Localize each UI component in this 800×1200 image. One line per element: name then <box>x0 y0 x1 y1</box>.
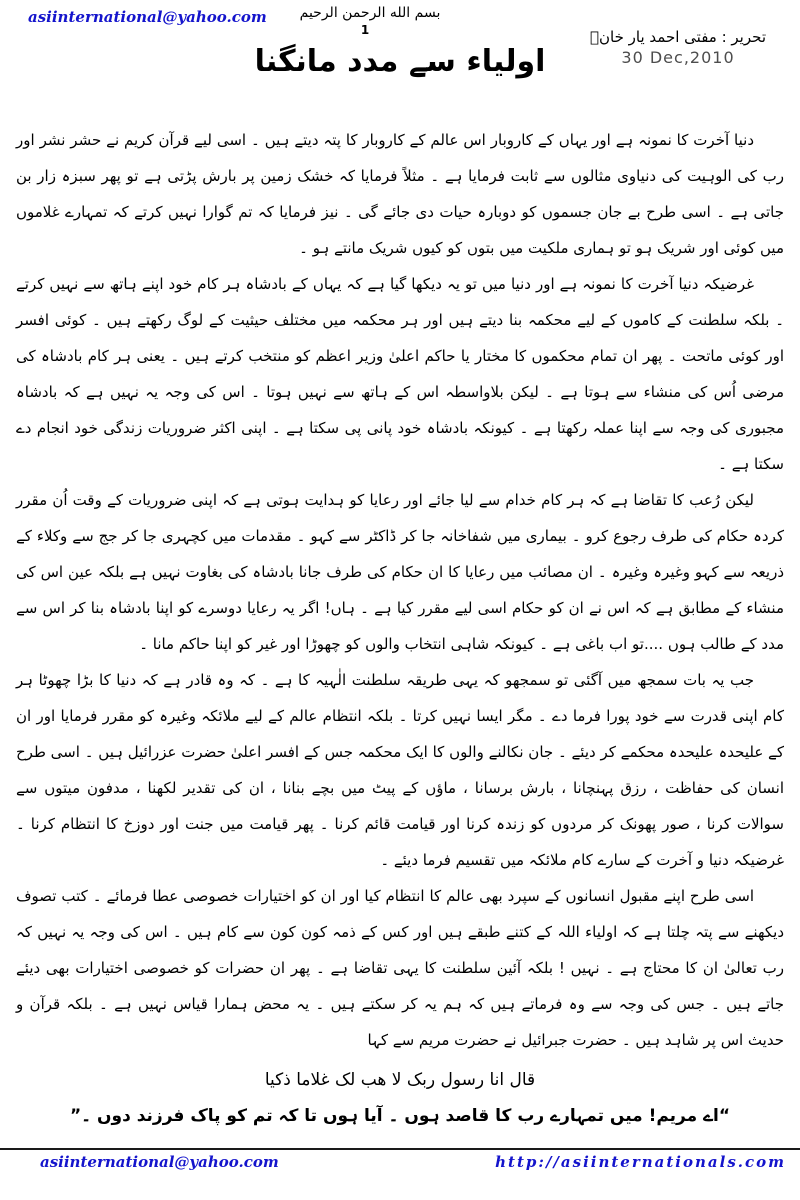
page-number: 1 <box>360 23 370 37</box>
arabic-quote: قال انا رسول ربک لا ھب لک غلاما ذکیا <box>264 1070 536 1090</box>
footer-website-link[interactable]: http://asiinternationals.com <box>495 1153 786 1171</box>
footer <box>0 1148 800 1171</box>
footer-email-link[interactable]: asiinternational@yahoo.com <box>40 1153 279 1171</box>
paragraph-1: دنیا آخرت کا نمونہ ہے اور یہاں کے کاروبار اس عالم کے کاروبار کا پتہ دیتے ہیں ۔ اسی لیے قرآن کریم نے حشر نشر اور رب کی الوہیت کی دنیاوی مثالوں سے ثابت فرمایا ہے ۔ مثلاً فرمایا کہ خشک زمین پر بارش پڑتی ہے تو پھر سبزہ زار بن جاتی ہے ۔ اسی طرح بے جان جسموں کو دوبارہ حیات دی جائے گی ۔ نیز فرمایا کہ تم گوارا نہیں کرتے کہ تمہارے غلاموں میں کوئی اور شریک ہو تو ہماری ملکیت میں بتوں کو کیوں شریک مانتے ہو ۔ <box>16 131 784 257</box>
paragraph-5: اسی طرح اپنے مقبول انسانوں کے سپرد بھی عالم کا انتظام کیا اور ان کو اختیارات خصوصی عطا فرمائے ۔ کتب تصوف دیکھنے سے پتہ چلتا ہے کہ اولیاء اللہ کے کتنے طبقے ہیں اور کس کے ذمہ کون کون سے کام ہیں ۔ اس کی وجہ یہ نہیں کہ رب تعالیٰ ان کا محتاج ہے ۔ نہیں ! بلکہ آئین سلطنت کا یہی تقاضا ہے ۔ پھر ان حضرات کو خصوصی اختیارات بھی دیئے جاتے ہیں ۔ جس کی وجہ سے وہ فرماتے ہیں کہ ہم یہ کر سکتے ہیں ۔ یہ محض ہمارا قیاس نہیں ہے ۔ بلکہ قرآن و حدیث اس پر شاہد ہیں ۔ حضرت جبرائیل نے حضرت مریم سے کہا <box>16 887 784 1049</box>
urdu-translation-quote: “اے مریم! میں تمہارے رب کا قاصد ہوں ۔ آیا ہوں تا کہ تم کو پاک فرزند دوں ۔” <box>69 1106 731 1126</box>
page-title: اولیاء سے مدد مانگنا <box>254 44 546 79</box>
article-body <box>16 122 784 1134</box>
paragraph-4: جب یہ بات سمجھ میں آگئی تو سمجھو کہ یہی طریقہ سلطنت الٰہیہ کا ہے ۔ کہ وہ قادر ہے کہ دنیا کا بڑا چھوٹا ہر کام اپنی قدرت سے خود پورا فرما دے ۔ مگر ایسا نہیں کرتا ۔ بلکہ انتظام عالم کے لیے ملائکہ وغیرہ کو مقرر فرمایا اور ان کے علیحدہ علیحدہ محکمے کر دیئے ۔ جان نکالنے والوں کا ایک محکمہ جس کے افسر اعلیٰ حضرت عزرائیل ہیں ۔ اسی طرح انسان کی حفاظت ، رزق پہنچانا ، بارش برسانا ، ماؤں کے پیٹ میں بچے بنانا ، ان کی تقدیر لکھنا ، مدفون میتوں سے سوالات کرنا ، صور پھونک کر مردوں کو زندہ کرنا اور قیامت قائم کرنا ۔ پھر قیامت میں جنت اور دوزخ کا انتظام کرنا ۔ غرضیکہ دنیا و آخرت کے سارے کام ملائکہ میں تقسیم فرما دیئے ۔ <box>16 671 784 869</box>
header-email-link[interactable]: asiinternational@yahoo.com <box>28 8 267 26</box>
bismillah-text: بسم الله الرحمن الرحيم <box>299 5 441 21</box>
paragraph-2: غرضیکہ دنیا آخرت کا نمونہ ہے اور دنیا میں تو یہ دیکھا گیا ہے کہ یہاں کے بادشاہ ہر کام خود اپنے ہاتھ سے نہیں کرتے ۔ بلکہ سلطنت کے کاموں کے لیے محکمہ بنا دیتے ہیں اور ہر محکمہ میں مختلف حیثیت کے لوگ رکھتے ہیں ۔ کوئی افسر اور کوئی ماتحت ۔ پھر ان تمام محکموں کا مختار یا حاکم اعلیٰ وزیر اعظم کو منتخب کرتے ہیں ۔ یعنی ہر کام بادشاہ کی مرضی اُس کی منشاء سے ہوتا ہے ۔ لیکن بلاواسطہ اس کے ہاتھ سے نہیں ہوتا ۔ اس کی وجہ یہ نہیں ہے کہ بادشاہ مجبوری کی وجہ سے اپنا عملہ رکھتا ہے ۔ کیونکہ بادشاہ خود پانی پی سکتا ہے ۔ اپنی اکثر ضروریات زندگی خود انجام دے سکتا ہے ۔ <box>16 275 784 473</box>
author-name: تحریر : مفتی احمد یار خانؒ <box>590 28 766 46</box>
paragraph-3: لیکن رُعب کا تقاضا ہے کہ ہر کام خدام سے لیا جائے اور رعایا کو ہدایت ہوتی ہے کہ اپنی ضروریات کے وقت اُن مقرر کردہ حکام کی طرف رجوع کرو ۔ بیماری میں شفاخانہ جا کر ڈاکٹر سے کہو ۔ مقدمات میں کچہری جا کر جج سے وکلاء کے ذریعہ سے کہو وغیرہ وغیرہ ۔ ان مصائب میں رعایا کا ان حکام کی طرف جانا بادشاہ کی بغاوت نہیں ہے بلکہ عین اس کی منشاء کے مطابق ہے کہ اس نے ان کو حکام اسی لیے مقرر کیا ہے ۔ ہاں! اگر یہ رعایا دوسرے کو اپنا بادشاہ بنا کر اس سے مدد کے طالب ہوں ....تو اب باغی ہے ۔ کیونکہ شاہی انتخاب والوں کو چھوڑا اور غیر کو اپنا حاکم مانا ۔ <box>16 491 784 653</box>
document-date: 30 Dec,2010 <box>621 48 735 67</box>
